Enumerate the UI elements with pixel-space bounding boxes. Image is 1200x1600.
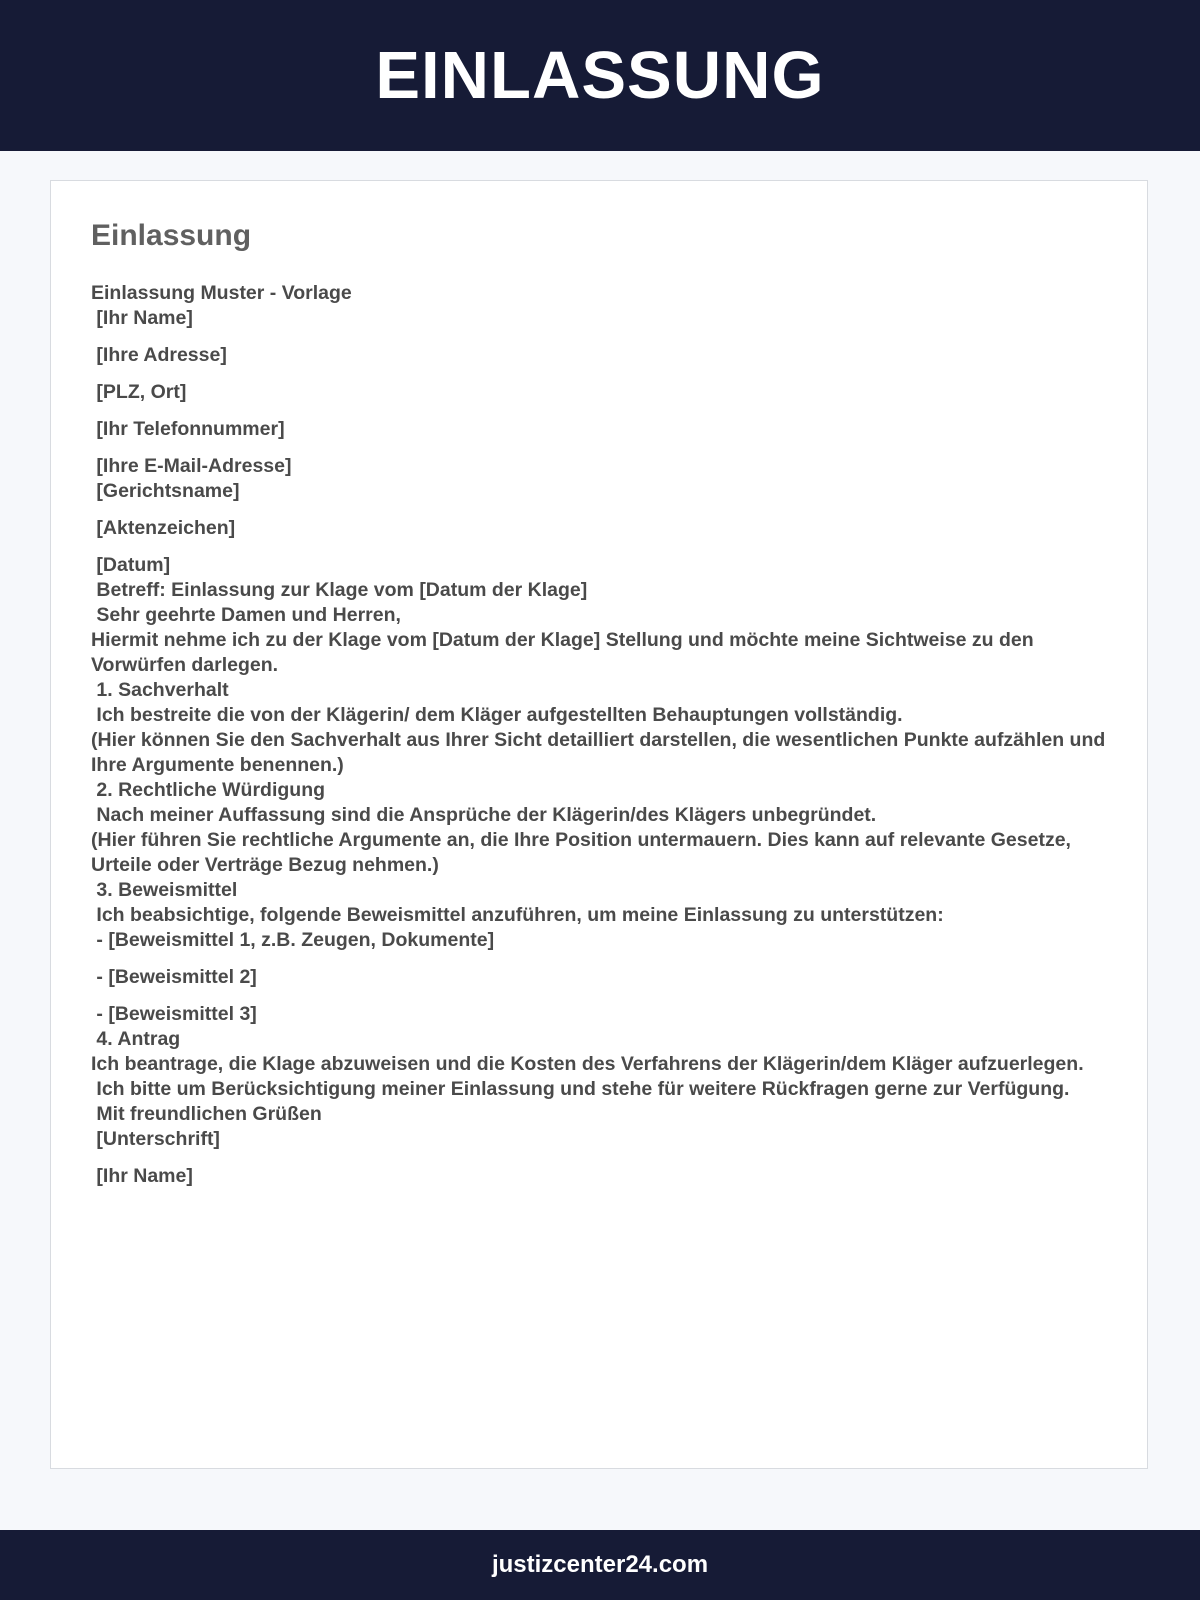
signature-name: [Ihr Name]: [91, 1165, 193, 1187]
sender-plz-ort: [PLZ, Ort]: [91, 381, 187, 403]
page-header: [0, 0, 1200, 151]
evidence-item: - [Beweismittel 2]: [91, 966, 257, 988]
section-heading-sachverhalt: 1. Sachverhalt: [91, 679, 229, 701]
closing-greeting: Mit freundlichen Grüßen: [91, 1103, 322, 1125]
letter-date: [Datum]: [91, 554, 171, 576]
intro-paragraph: Hiermit nehme ich zu der Klage vom [Datum der Klage] Stellung und möchte meine Sichtweise zu den Vorwürfen darlegen.: [91, 629, 1040, 676]
closing-request: Ich bitte um Berücksichtigung meiner Einlassung und stehe für weitere Rückfragen gerne zur Verfügung.: [91, 1078, 1070, 1100]
signature-placeholder: [Unterschrift]: [91, 1128, 220, 1150]
page-footer: [0, 1530, 1200, 1600]
section-heading-beweismittel: 3. Beweismittel: [91, 879, 238, 901]
evidence-item: - [Beweismittel 3]: [91, 1003, 257, 1025]
section-text-beweismittel: Ich beabsichtige, folgende Beweismittel anzuführen, um meine Einlassung zu unterstützen:: [91, 904, 944, 926]
court-name: [Gerichtsname]: [91, 480, 240, 502]
section-text-sachverhalt: Ich bestreite die von der Klägerin/ dem Kläger aufgestellten Behauptungen vollständig.: [91, 704, 903, 726]
section-hint-sachverhalt: (Hier können Sie den Sachverhalt aus Ihrer Sicht detailliert darstellen, die wesentlichen Punkte aufzählen und Ihre Argumente benennen.): [91, 729, 1111, 776]
salutation: Sehr geehrte Damen und Herren,: [91, 604, 401, 626]
page-title: EINLASSUNG: [375, 38, 825, 113]
document-subtitle: Einlassung Muster - Vorlage: [91, 282, 352, 304]
section-heading-antrag: 4. Antrag: [91, 1028, 181, 1050]
subject-line: Betreff: Einlassung zur Klage vom [Datum der Klage]: [91, 579, 588, 601]
section-hint-wuerdigung: (Hier führen Sie rechtliche Argumente an, die Ihre Position untermauern. Dies kann auf relevante Gesetze, Urteile oder Verträge Bezug nehmen.): [91, 829, 1077, 876]
document-title: Einlassung: [91, 219, 252, 252]
document-body: [91, 281, 1111, 1189]
footer-site-link[interactable]: justizcenter24.com: [491, 1551, 709, 1578]
case-number: [Aktenzeichen]: [91, 517, 236, 539]
sender-email: [Ihre E-Mail-Adresse]: [91, 455, 292, 477]
sender-phone: [Ihr Telefonnummer]: [91, 418, 285, 440]
section-text-antrag: Ich beantrage, die Klage abzuweisen und die Kosten des Verfahrens der Klägerin/dem Kläger aufzuerlegen.: [91, 1053, 1084, 1075]
sender-address: [Ihre Adresse]: [91, 344, 227, 366]
section-heading-wuerdigung: 2. Rechtliche Würdigung: [91, 779, 326, 801]
evidence-item: - [Beweismittel 1, z.B. Zeugen, Dokumente]: [91, 929, 495, 951]
sender-name: [Ihr Name]: [91, 307, 193, 329]
document-card: [50, 180, 1148, 1469]
section-text-wuerdigung: Nach meiner Auffassung sind die Ansprüche der Klägerin/des Klägers unbegründet.: [91, 804, 877, 826]
